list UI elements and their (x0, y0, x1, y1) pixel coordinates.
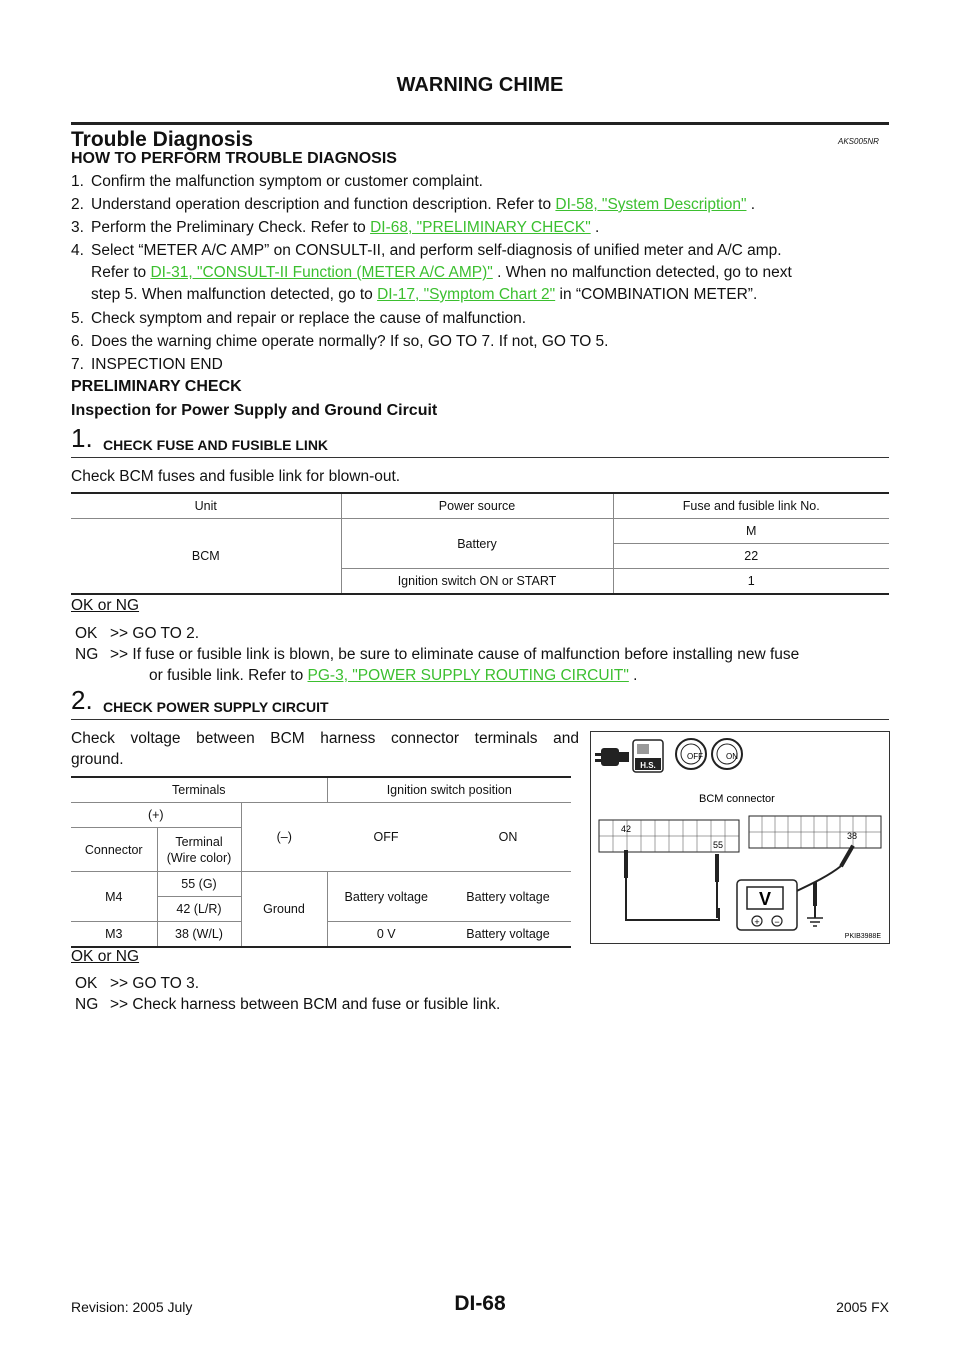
table-cell: Battery voltage (445, 872, 571, 922)
list-item: 1. Confirm the malfunction symptom or customer complaint. (71, 173, 483, 190)
page-header-title: WARNING CHIME (396, 74, 564, 96)
table-cell: M (613, 519, 889, 544)
step-2-header: 2. CHECK POWER SUPPLY CIRCUIT (71, 689, 889, 720)
footer-model: 2005 FX (836, 1299, 889, 1315)
svg-text:+: + (754, 917, 760, 927)
voltmeter-icon (737, 880, 797, 930)
table-header: Connector (71, 828, 157, 872)
table-cell: 55 (G) (157, 872, 241, 897)
preliminary-subheading: Inspection for Power Supply and Ground Circuit (71, 402, 438, 419)
table-header: Terminals (71, 777, 327, 803)
table-cell: Ignition switch ON or START (341, 569, 613, 595)
list-item-continuation: step 5. When malfunction detected, go to DI-17, "Symptom Chart 2" in “COMBINATION METER”. (91, 286, 758, 303)
list-item-continuation: Refer to DI-31, "CONSULT-II Function (METER A/C AMP)" . When no malfunction detected, go to next (91, 264, 792, 281)
table-cell: 42 (L/R) (157, 897, 241, 922)
svg-text:ON: ON (726, 752, 738, 761)
step-1-header: 1. CHECK FUSE AND FUSIBLE LINK (71, 427, 889, 458)
result-ng: NG >> Check harness between BCM and fuse or fusible link. (75, 996, 501, 1013)
table-cell: BCM (71, 519, 341, 595)
table-header: Ignition switch position (327, 777, 571, 803)
step-1-text: Check BCM fuses and fusible link for blown-out. (71, 468, 401, 485)
harness-side-icon (633, 740, 663, 772)
list-item: 6. Does the warning chime operate normally? If so, GO TO 7. If not, GO TO 5. (71, 333, 609, 350)
pin-38-label: 38 (847, 831, 858, 841)
ground-symbol-icon (807, 918, 823, 926)
footer-revision: Revision: 2005 July (71, 1299, 193, 1315)
list-item: 4. Select “METER A/C AMP” on CONSULT-II, and perform self-diagnosis of unified meter and A/C amp. (71, 242, 782, 259)
table-cell: 38 (W/L) (157, 922, 241, 948)
ignition-on-icon (712, 739, 742, 769)
result-ng-continuation: or fusible link. Refer to PG-3, "POWER SUPPLY ROUTING CIRCUIT" . (149, 667, 638, 684)
svg-text:OFF: OFF (687, 752, 703, 761)
connector-right-block (749, 816, 881, 848)
table-header: Unit (71, 493, 341, 519)
table-cell: 0 V (327, 922, 445, 948)
pin-55-label: 55 (713, 840, 724, 850)
table-cell: Ground (241, 872, 327, 948)
table-header: Power source (341, 493, 613, 519)
link-symptom-chart[interactable]: DI-17, "Symptom Chart 2" (377, 286, 556, 303)
bcm-connector-diagram (590, 731, 890, 944)
table-cell: 22 (613, 544, 889, 569)
result-ok: OK >> GO TO 2. (75, 625, 200, 642)
table-header: (+) (71, 803, 241, 828)
figure-code: PKIB3988E (844, 933, 881, 940)
step-2-text-line2: ground. (71, 751, 124, 768)
ok-or-ng-label: OK or NG (71, 948, 140, 965)
table-cell: M3 (71, 922, 157, 948)
how-to-heading: HOW TO PERFORM TROUBLE DIAGNOSIS (71, 150, 397, 167)
pin-42-label: 42 (621, 824, 632, 834)
table-header: OFF (327, 803, 445, 872)
list-item: 2. Understand operation description and function description. Refer to DI-58, "System Description" . (71, 196, 756, 213)
list-item: 7. INSPECTION END (71, 356, 223, 373)
svg-text:V: V (758, 889, 772, 909)
fuse-table (71, 492, 889, 595)
diagram-svg (591, 732, 889, 943)
link-consult-function[interactable]: DI-31, "CONSULT-II Function (METER A/C AMP)" (150, 264, 493, 281)
table-cell: 1 (613, 569, 889, 595)
section-title: Trouble Diagnosis (71, 128, 254, 151)
table-header: Fuse and fusible link No. (613, 493, 889, 519)
result-ng: NG >> If fuse or fusible link is blown, be sure to eliminate cause of malfunction before installing new fuse (75, 646, 800, 663)
svg-text:−: − (774, 917, 780, 927)
section-code: AKS005NR (838, 137, 879, 146)
header-rule (71, 122, 889, 125)
bcm-connector-label: BCM connector (699, 793, 775, 805)
preliminary-heading: PRELIMINARY CHECK (71, 378, 242, 395)
table-cell: M4 (71, 872, 157, 922)
list-item: 3. Perform the Preliminary Check. Refer to DI-68, "PRELIMINARY CHECK" . (71, 219, 600, 236)
table-cell: Battery voltage (445, 922, 571, 948)
ignition-off-icon (676, 739, 706, 769)
voltage-table (71, 776, 571, 948)
link-system-description[interactable]: DI-58, "System Description" (555, 196, 747, 213)
footer-page-number: DI-68 (454, 1292, 506, 1315)
table-cell: Battery voltage (327, 872, 445, 922)
ok-or-ng-label: OK or NG (71, 597, 140, 614)
svg-text:H.S.: H.S. (640, 761, 656, 770)
table-cell: Battery (341, 519, 613, 569)
table-header: ON (445, 803, 571, 872)
step-2-text-line1: Check voltage between BCM harness connector terminals and (71, 730, 579, 747)
link-power-supply-routing[interactable]: PG-3, "POWER SUPPLY ROUTING CIRCUIT" (307, 667, 629, 684)
table-header: Terminal (Wire color) (157, 828, 241, 872)
link-preliminary-check[interactable]: DI-68, "PRELIMINARY CHECK" (370, 219, 591, 236)
connector-plug-icon (595, 748, 629, 766)
result-ok: OK >> GO TO 3. (75, 975, 200, 992)
list-item: 5. Check symptom and repair or replace the cause of malfunction. (71, 310, 527, 327)
table-header: (–) (241, 803, 327, 872)
